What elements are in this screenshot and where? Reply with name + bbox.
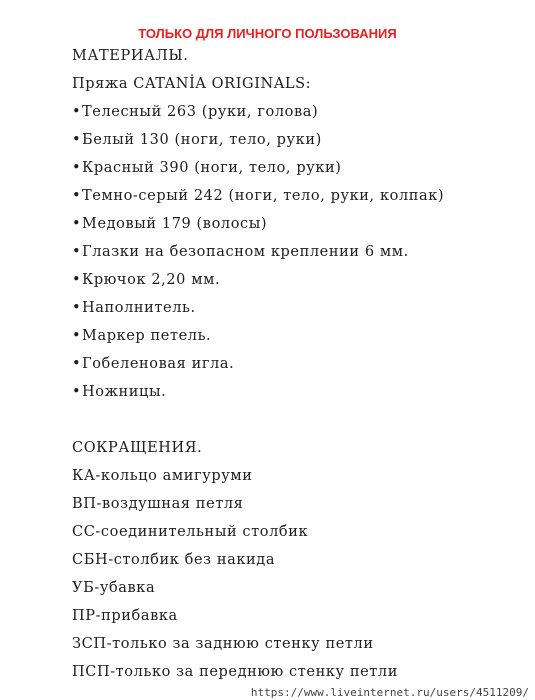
bullet-icon: • (72, 188, 82, 204)
bullet-icon: • (72, 132, 82, 148)
materials-item: •Наполнитель. (72, 294, 444, 322)
bullet-icon: • (72, 384, 82, 400)
bullet-icon: • (72, 272, 82, 288)
materials-item: •Белый 130 (ноги, тело, руки) (72, 126, 444, 154)
abbreviation-item: СС-соединительный столбик (72, 524, 309, 540)
section-spacer (72, 406, 444, 434)
bullet-icon: • (72, 328, 82, 344)
abbreviation-item: КА-кольцо амигуруми (72, 468, 253, 484)
materials-item: •Глазки на безопасном креплении 6 мм. (72, 238, 444, 266)
abbreviation-item: ПСП-только за переднюю стенку петли (72, 664, 398, 680)
materials-item: •Ножницы. (72, 378, 444, 406)
abbreviation-item: УБ-убавка (72, 580, 156, 596)
abbreviation-item: СБН-столбик без накида (72, 552, 276, 568)
bullet-icon: • (72, 356, 82, 372)
abbreviation-item: ПР-прибавка (72, 608, 178, 624)
materials-item: •Маркер петель. (72, 322, 444, 350)
bullet-icon: • (72, 160, 82, 176)
materials-item: •Медовый 179 (волосы) (72, 210, 444, 238)
source-url: https://www.liveinternet.ru/users/4511209/ (250, 686, 529, 699)
materials-item: •Крючок 2,20 мм. (72, 266, 444, 294)
yarn-label: Пряжа CATANİA ORIGINALS: (72, 76, 312, 92)
materials-item: •Телесный 263 (руки, голова) (72, 98, 444, 126)
abbreviation-item: ЗСП-только за заднюю стенку петли (72, 636, 374, 652)
document-body (72, 42, 444, 686)
bullet-icon: • (72, 244, 82, 260)
abbreviations-heading: СОКРАЩЕНИЯ. (72, 440, 203, 456)
materials-item: •Темно-серый 242 (ноги, тело, руки, колпак) (72, 182, 444, 210)
bullet-icon: • (72, 216, 82, 232)
materials-item: •Гобеленовая игла. (72, 350, 444, 378)
materials-heading: МАТЕРИАЛЫ. (72, 48, 189, 64)
materials-item: •Красный 390 (ноги, тело, руки) (72, 154, 444, 182)
watermark-label: ТОЛЬКО ДЛЯ ЛИЧНОГО ПОЛЬЗОВАНИЯ (138, 26, 397, 41)
abbreviation-item: ВП-воздушная петля (72, 496, 244, 512)
bullet-icon: • (72, 300, 82, 316)
bullet-icon: • (72, 104, 82, 120)
